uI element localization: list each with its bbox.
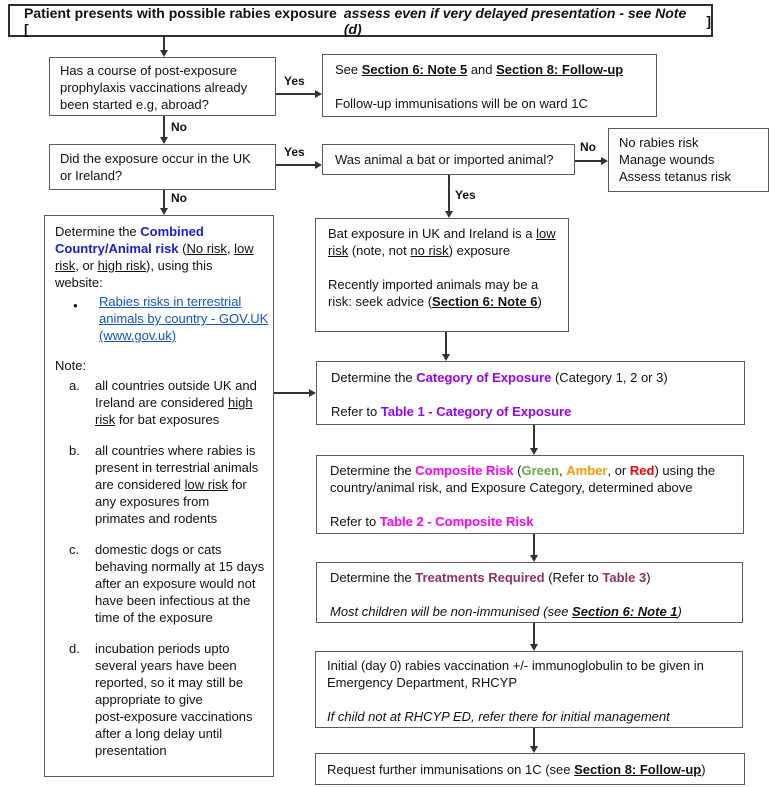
arrowhead [160,137,168,144]
arrow-uk-yes [276,164,315,166]
govuk-link-row [73,293,269,344]
arrowhead [530,555,538,562]
note-item-d [55,640,265,759]
note-text: all countries where rabies is present in terrestrial animals are considered low risk for any exposures from primates and rodents [95,443,259,526]
label-yes-bat: Yes [455,188,476,202]
label-no-prophylaxis: No [171,120,187,134]
arrowhead [160,50,168,57]
note-letter: d. [69,641,80,656]
category-exposure-box: Determine the Category of Exposure (Category 1, 2 or 3) Refer to Table 1 - Category of Exposure [316,361,745,425]
note-letter: a. [69,378,80,393]
bat-imported-question-box: Was animal a bat or imported animal? [322,144,575,175]
note-item-b [55,442,265,527]
further-immunisations-box: Request further immunisations on 1C (see Section 8: Follow-up) [315,753,745,785]
bullet-icon: ● [73,301,78,310]
arrow-combined-to-category [274,392,309,394]
arrow-batinfo-to-category [445,332,447,354]
uk-ireland-question-box: Did the exposure occur in the UK or Ireland? [49,144,276,190]
combined-risk-intro: Determine the Combined Country/Animal risk (No risk, low risk, or high risk), using this website: [55,224,254,290]
govuk-link[interactable]: Rabies risks in terrestrial animals by country - GOV.UK (www.gov.uk) [99,294,269,343]
arrowhead [309,389,316,397]
note-item-c [55,541,265,626]
see-sections-box: See Section 6: Note 5 and Section 8: Follow-up Follow-up immunisations will be on ward 1C [322,54,657,117]
arrow-uk-no [163,190,165,208]
bat-exposure-info-box: Bat exposure in UK and Ireland is a low risk (note, not no risk) exposure Recently imported animals may be a risk: seek advice (Section 6: Note 6) [315,218,569,332]
arrowhead [445,211,453,218]
arrowhead [315,90,322,98]
arrow-title-to-prophylaxis [163,37,165,50]
prophylaxis-question-box: Has a course of post-exposure prophylaxis vaccinations already been started e.g, abroad? [49,57,276,116]
note-text: incubation periods upto several years have been reported, so it may still be appropriate to give post-exposure vaccinations after a long delay until presentation [95,641,253,758]
arrow-category-to-composite [533,425,535,448]
arrowhead [530,448,538,455]
arrowhead [601,157,608,165]
label-yes-uk: Yes [284,145,305,159]
composite-risk-box: Determine the Composite Risk (Green, Amber, or Red) using the country/animal risk, and Exposure Category, determined above Refer to Table 2 - Composite Risk [316,455,744,534]
treatments-required-box: Determine the Treatments Required (Refer to Table 3) Most children will be non-immunised (see Section 6: Note 1) [316,562,743,623]
arrow-composite-to-treatments [533,534,535,555]
note-item-a [55,377,265,428]
note-letter: b. [69,443,80,458]
arrow-prophylaxis-yes [276,93,315,95]
arrow-prophylaxis-no [163,116,165,137]
arrow-treatments-to-initial [533,623,535,644]
no-rabies-risk-box: No rabies risk Manage wounds Assess tetanus risk [608,128,769,192]
note-label: Note: [55,358,87,373]
label-yes-prophylaxis: Yes [284,74,305,88]
label-no-uk: No [171,191,187,205]
flowchart-title-box: Patient presents with possible rabies exposure [ assess even if very delayed presentation - see Note (d) ] [8,4,713,37]
label-no-bat: No [580,140,596,154]
arrow-bat-no [575,160,601,162]
arrow-initial-to-request [533,728,535,746]
arrowhead [530,746,538,753]
arrowhead [530,644,538,651]
arrowhead [442,354,450,361]
initial-vaccination-box: Initial (day 0) rabies vaccination +/- immunoglobulin to be given in Emergency Department, RHCYP If child not at RHCYP ED, refer there for initial management [315,651,743,728]
combined-risk-box [44,215,274,777]
note-text: domestic dogs or cats behaving normally at 15 days after an exposure would not have been infectious at the time of the exposure [95,542,265,625]
arrowhead [160,208,168,215]
arrow-bat-yes [448,175,450,211]
note-letter: c. [69,542,80,557]
note-text: all countries outside UK and Ireland are considered high risk for bat exposures [95,378,257,427]
arrowhead [315,161,322,169]
